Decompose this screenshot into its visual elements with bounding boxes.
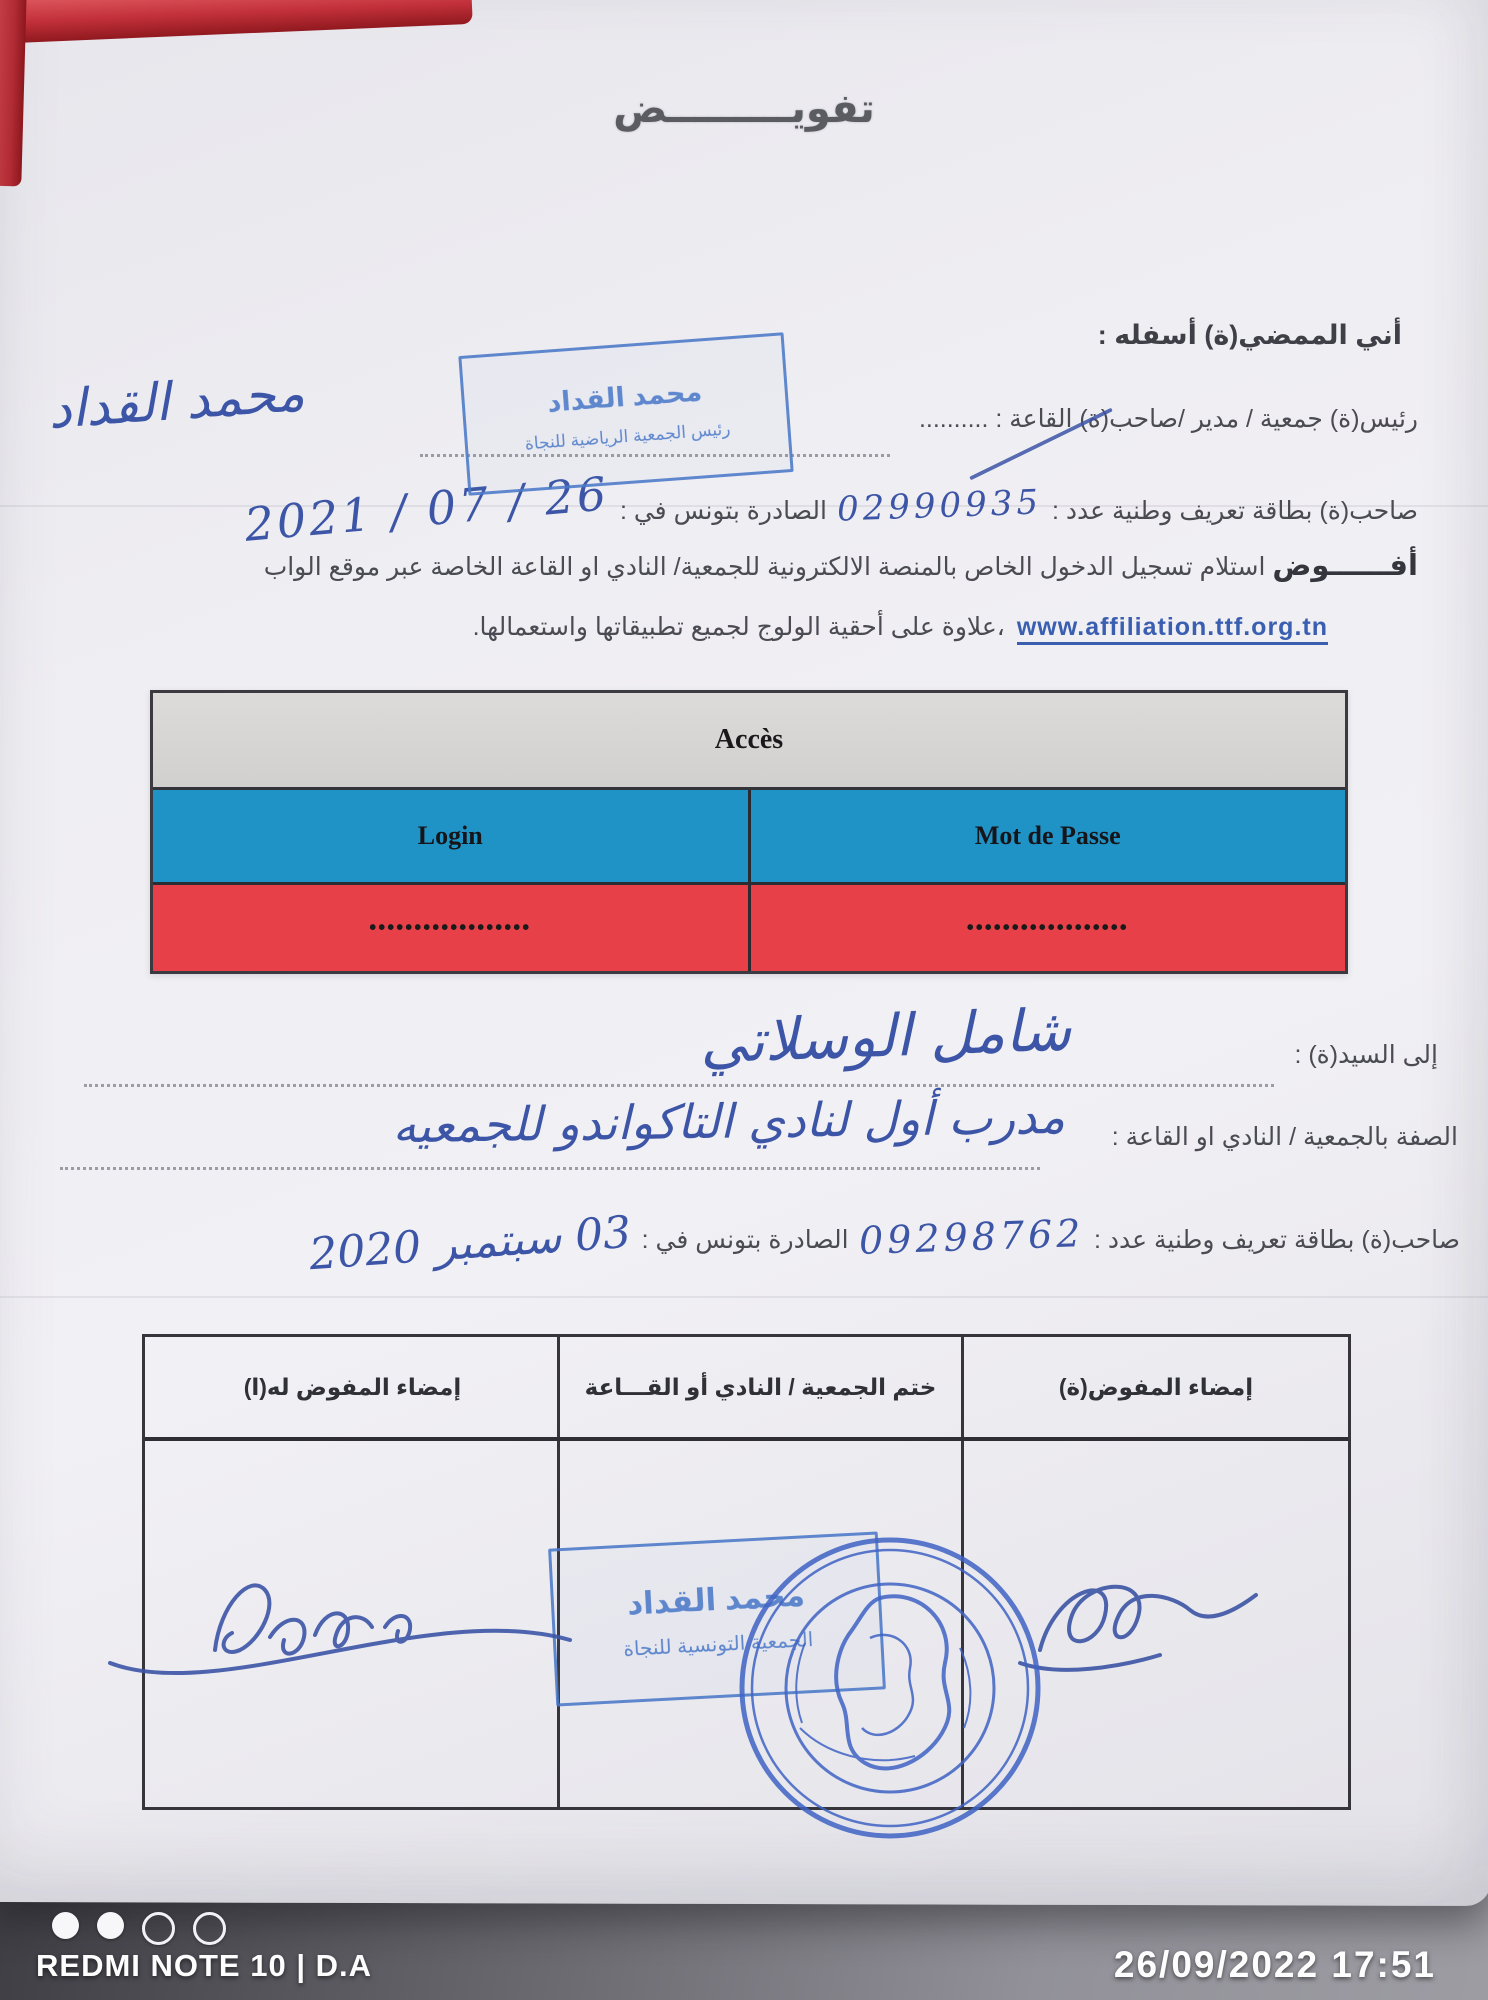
masked-login-value: •••••••••••••••••• <box>369 916 532 939</box>
delegator-signature-header: إمضاء المفوض(ة) <box>961 1337 1348 1437</box>
id-label: صاحب(ة) بطاقة تعريف وطنية عدد : <box>1052 497 1418 525</box>
issued-label2: الصادرة بتونس في : <box>641 1226 849 1254</box>
filter-dot-active[interactable] <box>97 1912 124 1939</box>
authorization-line2 <box>473 612 1328 645</box>
issued-label: الصادرة بتونس في : <box>619 497 827 525</box>
authorization-line1 <box>264 548 1418 583</box>
access-table-headers <box>153 790 1345 885</box>
stamp-assoc: الجمعية التونسية للنجاة <box>622 1628 814 1661</box>
filter-dot[interactable] <box>142 1912 175 1945</box>
photo-timestamp: 26/09/2022 17:51 <box>1113 1944 1436 1985</box>
access-table-title: Accès <box>153 693 1345 790</box>
stamp-name: محمد القداد <box>626 1576 806 1622</box>
authorization-text2: ،علاوة على أحقية الولوج لجميع تطبيقاتها واستعمالها. <box>472 613 1005 641</box>
delegator-id-line <box>242 466 1418 552</box>
login-column-header: Login <box>417 821 483 850</box>
handwritten-issue-date2: 03 سبتمبر 2020 <box>307 1206 633 1281</box>
authorization-text: استلام تسجيل الدخول الخاص بالمنصة الالكترونية للجمعية/ النادي او القاعة الخاصة عبر موقع الواب <box>263 553 1266 581</box>
camera-watermark: REDMI NOTE 10 | D.A <box>36 1948 372 1983</box>
signature-table-header-row <box>145 1337 1348 1441</box>
capacity-line-label: رئيس(ة) جمعية / مدير /صاحب(ة) القاعة : .......... <box>918 405 1418 433</box>
handwritten-role: مدرب أول لنادي التاكواندو للجمعيه <box>392 1089 1066 1155</box>
masked-password-value: •••••••••••••••••• <box>966 916 1129 939</box>
dotted-leader <box>84 1082 1274 1087</box>
filter-dot-active[interactable] <box>52 1912 79 1939</box>
authorize-word: أفــــــوض <box>1272 550 1418 582</box>
round-official-stamp <box>730 1528 1050 1848</box>
camera-filter-dots[interactable] <box>52 1912 226 1945</box>
role-label: الصفة بالجمعية / النادي او القاعة : <box>1111 1123 1458 1151</box>
handwritten-delegator-name: محمد القداد <box>46 363 307 441</box>
president-rect-stamp <box>458 332 793 495</box>
document-title: تفويـــــــــض <box>613 87 875 131</box>
handwritten-id-number: 02990935 <box>836 482 1043 530</box>
id-label2: صاحب(ة) بطاقة تعريف وطنية عدد : <box>1094 1226 1460 1254</box>
handwritten-issue-date: 2021 / 07 / 26 <box>242 466 612 552</box>
password-column-header: Mot de Passe <box>974 821 1121 850</box>
delegatee-id-line <box>307 1206 1460 1281</box>
delegatee-signature <box>100 1545 580 1720</box>
access-table <box>150 690 1348 974</box>
delegatee-signature-header: إمضاء المفوض له(ا) <box>243 1373 462 1400</box>
access-table-values <box>153 885 1345 971</box>
filter-dot[interactable] <box>193 1912 226 1945</box>
handwritten-delegatee-name: شامل الوسلاتي <box>698 995 1073 1077</box>
dotted-leader <box>60 1165 1040 1170</box>
affiliation-url: www.affiliation.ttf.org.tn <box>1017 613 1328 645</box>
stamp-name: محمد القداد <box>546 375 704 418</box>
stamp-role: رئيس الجمعية الرياضية للنجاة <box>524 418 731 453</box>
handwritten-id-number2: 09298762 <box>857 1211 1085 1263</box>
intro-line: أني الممضي(ة) أسفله : <box>1097 320 1402 350</box>
to-label: إلى السيد(ة) : <box>1294 1041 1438 1069</box>
paper-crease <box>0 1296 1488 1298</box>
club-stamp-header: ختم الجمعية / النادي أو القـــاعة <box>557 1337 961 1437</box>
